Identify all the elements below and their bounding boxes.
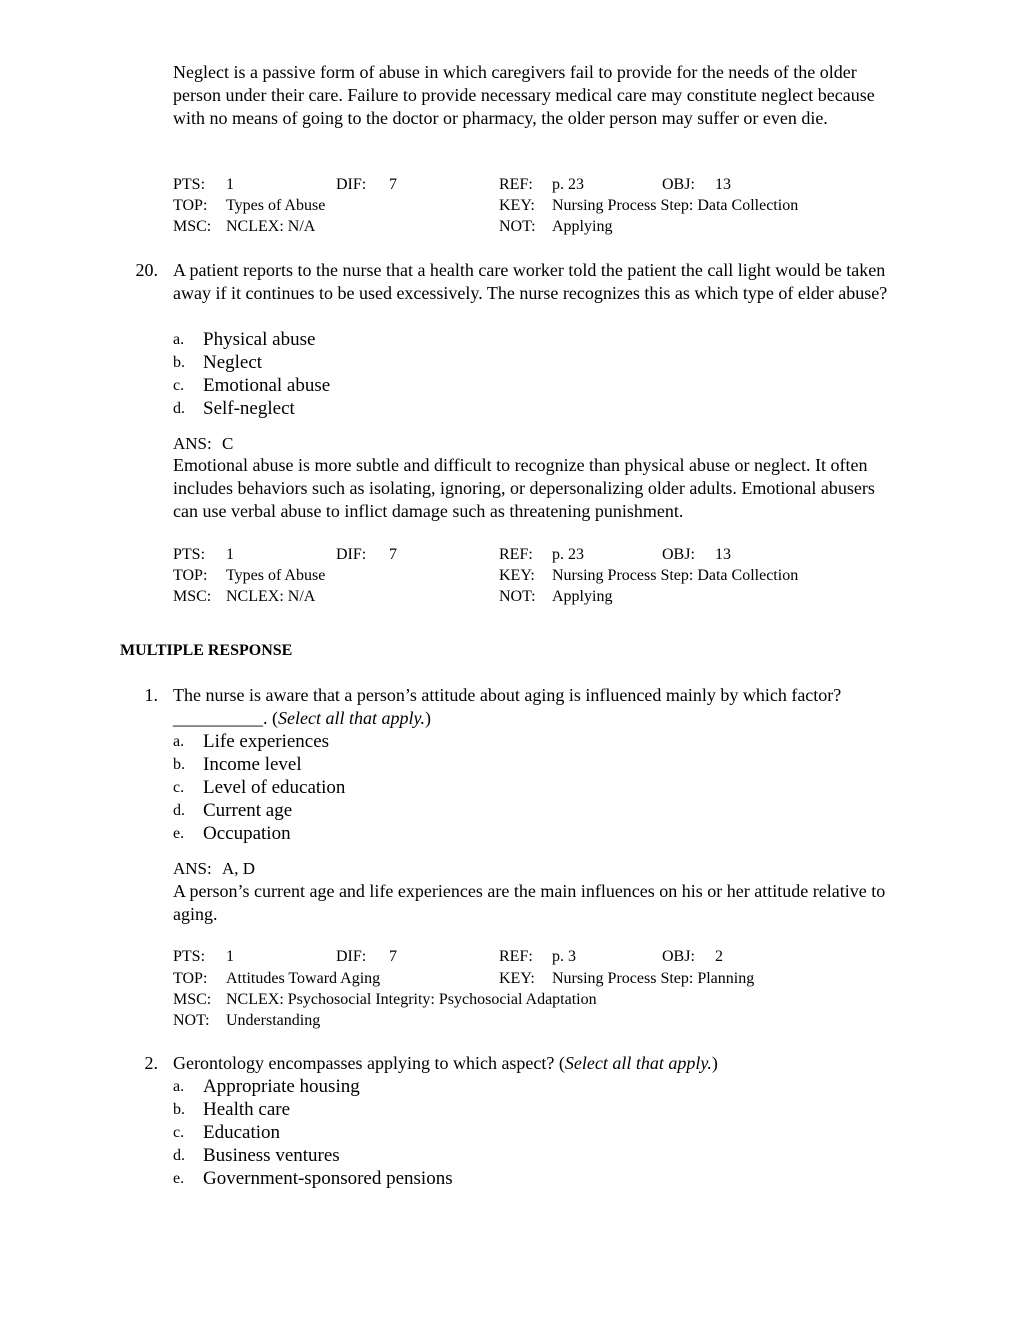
option-letter: d.	[173, 400, 185, 417]
ans-value: C	[221, 434, 234, 453]
key-value: Nursing Process Step: Data Collection	[552, 567, 799, 584]
msc-label: MSC:	[173, 991, 212, 1008]
pts-label: PTS:	[173, 546, 206, 563]
obj-value: 13	[715, 176, 731, 193]
pts-value: 1	[226, 948, 234, 965]
option-letter: b.	[173, 354, 185, 371]
stem-close: )	[711, 1053, 718, 1073]
top-label: TOP:	[173, 197, 208, 214]
option-text: Self-neglect	[203, 398, 295, 419]
key-label: KEY:	[499, 197, 535, 214]
option-letter: d.	[173, 802, 185, 819]
ref-label: REF:	[499, 948, 533, 965]
section-heading: MULTIPLE RESPONSE	[120, 642, 293, 659]
not-label: NOT:	[173, 1012, 210, 1029]
not-value: Applying	[552, 588, 613, 605]
msc-value: NCLEX: N/A	[226, 588, 316, 605]
ref-label: REF:	[499, 176, 533, 193]
ref-value: p. 3	[552, 948, 576, 965]
option-letter: b.	[173, 1101, 185, 1118]
q19-rationale: Neglect is a passive form of abuse in which caregivers fail to provide for the needs of the older person under their care. Failure to provide necessary medical care may constitute neglect because with no means of going to the doctor or pharmacy, the older person may suffer or even die.	[173, 62, 875, 128]
option-text: Income level	[203, 754, 302, 775]
question-number: 20.	[135, 260, 158, 280]
option	[173, 397, 295, 420]
option-text: Physical abuse	[203, 329, 316, 350]
ref-value: p. 23	[552, 546, 584, 563]
pts-label: PTS:	[173, 176, 206, 193]
option	[173, 822, 291, 845]
not-label: NOT:	[499, 218, 536, 235]
option	[173, 753, 302, 776]
key-value: Nursing Process Step: Planning	[552, 970, 755, 987]
option	[173, 776, 346, 799]
dif-label: DIF:	[336, 948, 367, 965]
option-text: Neglect	[203, 352, 263, 373]
dif-label: DIF:	[336, 176, 367, 193]
option-text: Health care	[203, 1099, 291, 1120]
option-text: Appropriate housing	[203, 1076, 360, 1097]
option-text: Life experiences	[203, 731, 330, 752]
option	[173, 1144, 340, 1167]
option-letter: a.	[173, 1078, 185, 1095]
stem-text: Gerontology encompasses applying to which aspect? (	[173, 1053, 565, 1073]
option-text: Government-sponsored pensions	[203, 1168, 453, 1189]
top-value: Attitudes Toward Aging	[226, 970, 381, 987]
option-text: Level of education	[203, 777, 346, 798]
mr1-rationale: A person’s current age and life experiences are the main influences on his or her attitude relative to aging.	[173, 881, 886, 924]
option	[173, 374, 331, 397]
pts-label: PTS:	[173, 948, 206, 965]
answer-line	[173, 433, 233, 454]
option-text: Current age	[203, 800, 293, 821]
option	[173, 351, 263, 374]
dif-value: 7	[389, 176, 397, 193]
obj-label: OBJ:	[662, 546, 695, 563]
ref-value: p. 23	[552, 176, 584, 193]
top-label: TOP:	[173, 567, 208, 584]
answer-line	[173, 858, 255, 879]
msc-label: MSC:	[173, 588, 212, 605]
ref-label: REF:	[499, 546, 533, 563]
option-letter: b.	[173, 756, 185, 773]
key-label: KEY:	[499, 567, 535, 584]
option	[173, 799, 293, 822]
dif-value: 7	[389, 948, 397, 965]
option-letter: a.	[173, 733, 185, 750]
option	[173, 1098, 291, 1121]
msc-value: NCLEX: N/A	[226, 218, 316, 235]
dif-label: DIF:	[336, 546, 367, 563]
ans-label: ANS:	[173, 434, 212, 453]
option-letter: e.	[173, 1170, 185, 1187]
ans-label: ANS:	[173, 859, 212, 878]
option-letter: e.	[173, 825, 185, 842]
option-text: Emotional abuse	[203, 375, 331, 396]
option	[173, 1075, 360, 1098]
option-letter: c.	[173, 779, 185, 796]
question-number: 2.	[144, 1053, 158, 1073]
key-label: KEY:	[499, 970, 535, 987]
not-value: Applying	[552, 218, 613, 235]
msc-value: NCLEX: Psychosocial Integrity: Psychosocial Adaptation	[226, 991, 597, 1008]
option	[173, 730, 330, 753]
stem-instruction: Select all that apply.	[278, 708, 425, 728]
question-number: 1.	[144, 685, 158, 705]
option	[173, 1121, 281, 1144]
option	[173, 1167, 453, 1190]
question-stem	[173, 1052, 903, 1075]
option-letter: c.	[173, 1124, 185, 1141]
ans-value: A, D	[221, 859, 256, 878]
obj-value: 2	[715, 948, 723, 965]
option-text: Education	[203, 1122, 281, 1143]
q20-rationale: Emotional abuse is more subtle and difficult to recognize than physical abuse or neglect. It often includes behaviors such as isolating, ignoring, or depersonalizing older adults. Emotional abusers can use verbal abuse to inflict damage such as threatening punishment.	[173, 455, 875, 521]
option-text: Occupation	[203, 823, 291, 844]
option-letter: a.	[173, 331, 185, 348]
obj-label: OBJ:	[662, 176, 695, 193]
top-label: TOP:	[173, 970, 208, 987]
pts-value: 1	[226, 546, 234, 563]
dif-value: 7	[389, 546, 397, 563]
not-label: NOT:	[499, 588, 536, 605]
option	[173, 328, 316, 351]
question-stem	[173, 684, 903, 730]
option-letter: c.	[173, 377, 185, 394]
stem-instruction: Select all that apply.	[564, 1053, 712, 1073]
top-value: Types of Abuse	[226, 197, 326, 214]
option-text: Business ventures	[203, 1145, 340, 1166]
question-stem: A patient reports to the nurse that a health care worker told the patient the call light would be taken away if it continues to be used excessively. The nurse recognizes this as which type of elder abuse?	[173, 260, 888, 303]
obj-value: 13	[715, 546, 731, 563]
not-value: Understanding	[226, 1012, 321, 1029]
top-value: Types of Abuse	[226, 567, 326, 584]
pts-value: 1	[226, 176, 234, 193]
key-value: Nursing Process Step: Data Collection	[552, 197, 799, 214]
stem-text: The nurse is aware that a person’s attitude about aging is influenced mainly by which factor? __________. (	[173, 685, 842, 728]
option-letter: d.	[173, 1147, 185, 1164]
msc-label: MSC:	[173, 218, 212, 235]
stem-close: )	[424, 708, 431, 728]
obj-label: OBJ:	[662, 948, 695, 965]
